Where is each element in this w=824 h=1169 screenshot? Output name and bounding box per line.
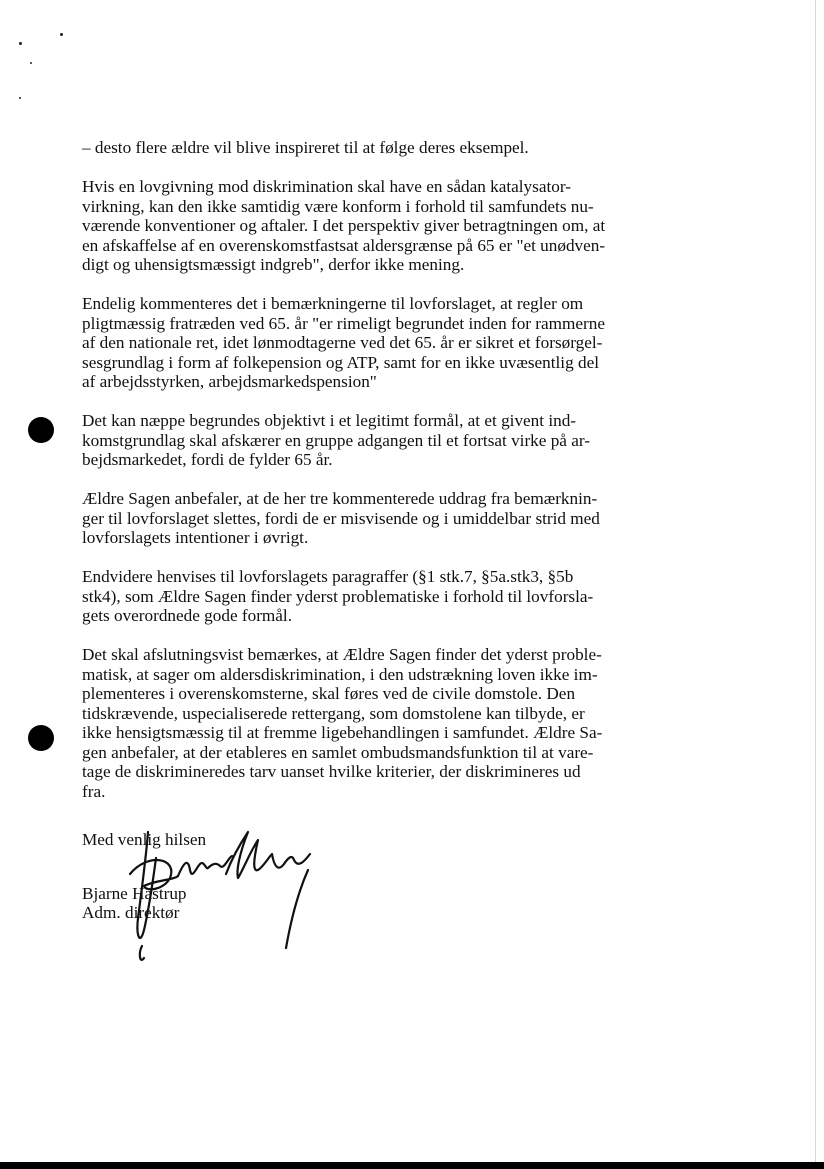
punch-hole — [28, 725, 54, 751]
text-line: virkning, kan den ikke samtidig være konform i forhold til samfundets nu- — [82, 196, 594, 216]
scan-border — [0, 1162, 824, 1169]
signer-name: Bjarne Hastrup — [82, 883, 187, 903]
text-line: ikke hensigtsmæssig til at fremme ligebehandlingen i samfundet. Ældre Sa- — [82, 723, 603, 742]
text-line: tidskrævende, uspecialiserede rettergang, som domstolene kan tilbyde, er — [82, 703, 585, 723]
text-line: lovforslagets intentioner i øvrigt. — [82, 528, 309, 547]
text-line: fra. — [82, 781, 106, 801]
paragraph — [82, 645, 702, 801]
signer-title: Adm. direktør — [82, 903, 180, 922]
text-line: pligtmæssig fratræden ved 65. år "er rimeligt begrundet inden for rammerne — [82, 313, 605, 333]
text-line: tage de diskrimineredes tarv uanset hvilke kriterier, der diskrimineres ud — [82, 762, 581, 781]
paragraph — [82, 177, 702, 275]
scan-speck — [30, 62, 32, 64]
text-line: – desto flere ældre vil blive inspireret til at følge deres eksempel. — [82, 138, 529, 157]
scan-speck — [60, 33, 63, 36]
handwritten-signature — [108, 818, 338, 978]
text-line: gen anbefaler, at der etableres en samlet ombudsmandsfunktion til at vare- — [82, 742, 594, 762]
text-line: værende konventioner og aftaler. I det perspektiv giver betragtningen om, at — [82, 216, 606, 235]
page-edge — [815, 0, 816, 1162]
text-line: komstgrundlag skal afskærer en gruppe adgangen til et fortsat virke på ar- — [82, 430, 590, 450]
text-line: af den nationale ret, idet lønmodtagerne ved det 65. år er sikret et forsørgel- — [82, 333, 603, 352]
text-line: gets overordnede gode formål. — [82, 606, 292, 625]
text-line: stk4), som Ældre Sagen finder yderst problematiske i forhold til lovforsla- — [82, 586, 594, 606]
text-line: Endelig kommenteres det i bemærkningerne til lovforslaget, at regler om — [82, 294, 584, 313]
letter-body — [82, 138, 702, 821]
text-line: Det kan næppe begrundes objektivt i et legitimt formål, at et givent ind- — [82, 411, 577, 430]
text-line: Hvis en lovgivning mod diskrimination skal have en sådan katalysator- — [82, 177, 571, 196]
scan-speck — [19, 97, 21, 99]
text-line: en afskaffelse af en overenskomstfastsat aldersgrænse på 65 er "et unødven- — [82, 235, 606, 255]
text-line: Ældre Sagen anbefaler, at de her tre kommenterede uddrag fra bemærknin- — [82, 489, 598, 508]
paragraph — [82, 411, 702, 470]
text-line: sesgrundlag i form af folkepension og ATP, samt for en ikke uvæsentlig del — [82, 352, 599, 372]
paragraph — [82, 294, 702, 392]
paragraph — [82, 489, 702, 548]
punch-hole — [28, 417, 54, 443]
paragraph — [82, 567, 702, 626]
text-line: Det skal afslutningsvist bemærkes, at Ældre Sagen finder det yderst proble- — [82, 645, 602, 664]
paragraph — [82, 138, 702, 158]
text-line: Endvidere henvises til lovforslagets paragraffer (§1 stk.7, §5a.stk3, §5b — [82, 567, 574, 586]
text-line: ger til lovforslaget slettes, fordi de er misvisende og i umiddelbar strid med — [82, 508, 600, 528]
text-line: plementeres i overenskomsterne, skal føres ved de civile domstole. Den — [82, 684, 576, 703]
greeting: Med venlig hilsen — [82, 830, 207, 849]
text-line: af arbejdsstyrken, arbejdsmarkedspension" — [82, 372, 377, 391]
text-line: bejdsmarkedet, fordi de fylder 65 år. — [82, 450, 333, 469]
scan-speck — [19, 42, 22, 45]
text-line: matisk, at sager om aldersdiskrimination, i den udstrækning loven ikke im- — [82, 664, 598, 684]
text-line: digt og uhensigtsmæssigt indgreb", derfor ikke mening. — [82, 255, 465, 274]
